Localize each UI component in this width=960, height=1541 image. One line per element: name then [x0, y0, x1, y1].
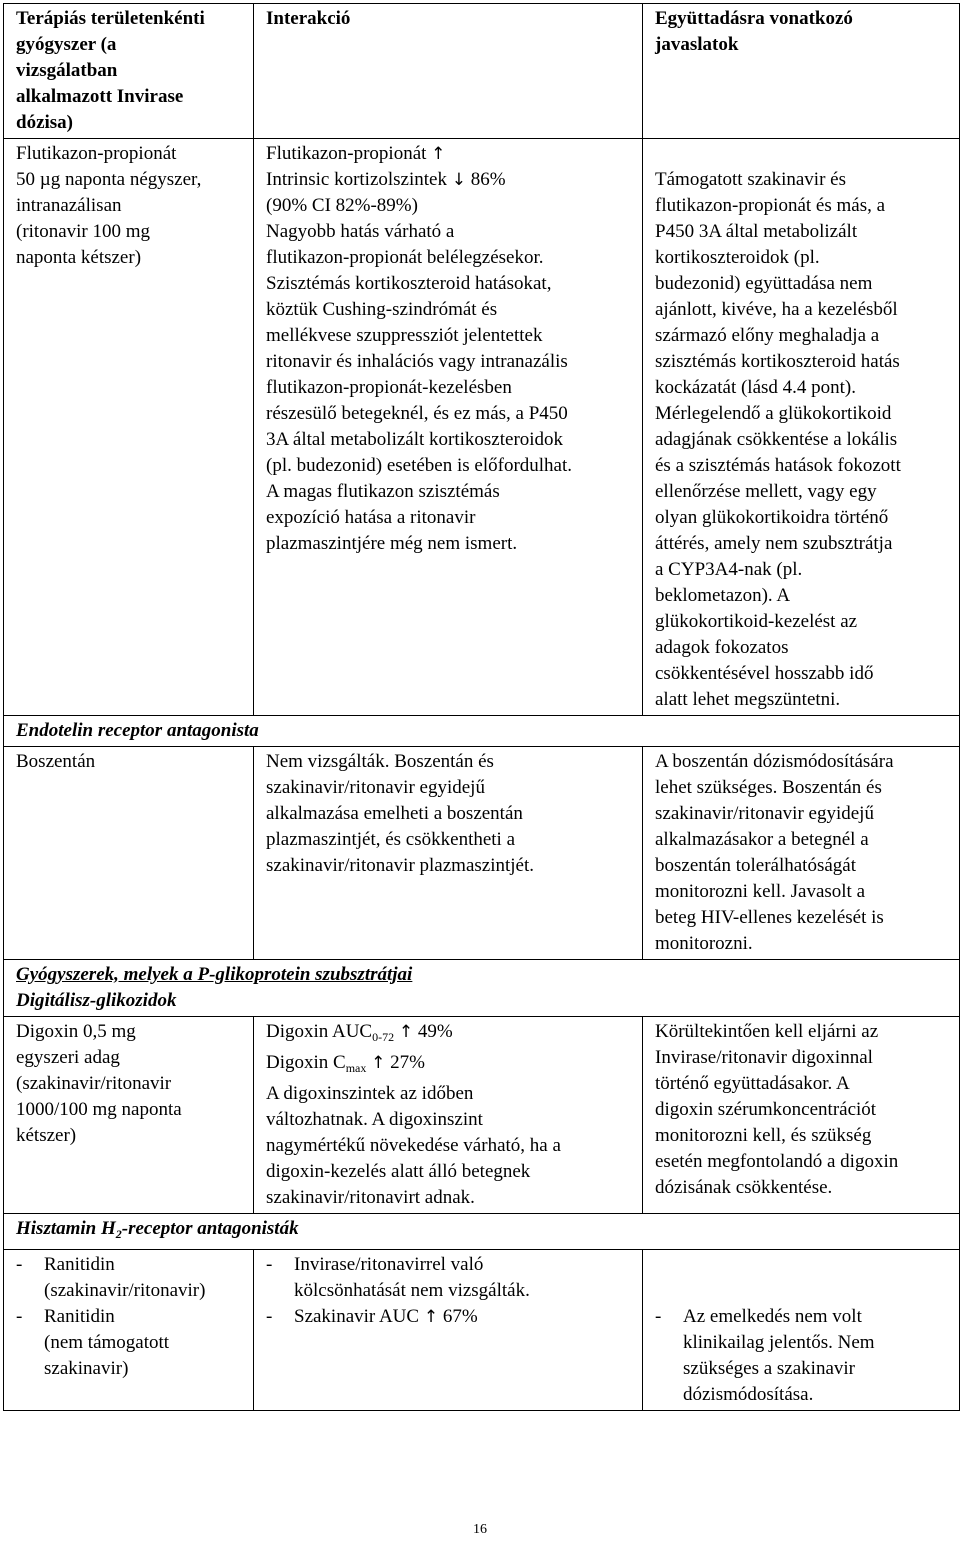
section-title: [16, 1216, 953, 1247]
interaction-line: expozíció hatása a ritonavir: [266, 507, 476, 528]
header-drug: [4, 4, 254, 139]
interaction-line: Nagyobb hatás várható a: [266, 221, 455, 242]
rec-line: esetén megfontolandó a digoxin: [655, 1151, 899, 1172]
drug-line: kétszer): [16, 1125, 77, 1146]
interaction-value: 86%: [470, 169, 506, 190]
rec-line: monitorozni.: [655, 933, 753, 954]
rec-line: adagjának csökkentése a lokális: [655, 429, 898, 450]
list-dash: -: [655, 1306, 662, 1327]
flutikazon-row: [4, 139, 960, 716]
pk-value: 27%: [390, 1052, 425, 1073]
drug-line: (ritonavir 100 mg: [16, 221, 151, 242]
rec-line: Invirase/ritonavir digoxinnal: [655, 1047, 873, 1068]
arrow-up-icon: ↑: [423, 1307, 439, 1327]
rec-line: monitorozni kell. Javasolt a: [655, 881, 866, 902]
rec-line: beklometazon). A: [655, 585, 791, 606]
section-title-subscript: 2: [115, 1227, 122, 1241]
interaction-line: (90% CI 82%-89%): [266, 195, 418, 216]
drug-line: 1000/100 mg naponta: [16, 1099, 182, 1120]
interaction-line: digoxin-kezelés alatt álló betegnek: [266, 1161, 531, 1182]
endotelin-section-row: [4, 716, 960, 747]
boszentan-drug: [4, 747, 254, 960]
rec-line: szükséges a szakinavir: [683, 1358, 855, 1379]
interaction-line: plazmaszintjét, és csökkentheti a: [266, 829, 516, 850]
interaction-line: alkalmazása emelheti a boszentán: [266, 803, 523, 824]
pk-value: 49%: [417, 1021, 453, 1042]
ranitidin-interaction: [254, 1250, 643, 1411]
rec-line: szisztémás kortikoszteroid hatás: [655, 351, 900, 372]
pk-subscript: max: [345, 1061, 367, 1075]
drug-line: szakinavir): [44, 1358, 129, 1379]
header-rec-line: Együttadásra vonatkozó: [655, 8, 853, 29]
rec-line: A boszentán dózismódosítására: [655, 751, 894, 772]
rec-line: ajánlott, kivéve, ha a kezelésből: [655, 299, 898, 320]
interaction-line: ritonavir és inhalációs vagy intranazális: [266, 351, 568, 372]
pgp-section-heading: [4, 960, 960, 1017]
pk-label: Digoxin C: [266, 1052, 346, 1073]
interaction-line: köztük Cushing-szindrómát és: [266, 299, 498, 320]
subsection-title: Digitálisz-glikozidok: [16, 990, 177, 1011]
list-dash: -: [266, 1306, 273, 1327]
rec-line: és a szisztémás hatások fokozott: [655, 455, 901, 476]
interaction-line: részesülő betegeknél, és ez más, a P450: [266, 403, 568, 424]
list-dash: -: [16, 1306, 23, 1327]
section-title-part: Hisztamin H: [16, 1218, 116, 1239]
rec-line: monitorozni kell, és szükség: [655, 1125, 872, 1146]
digoxin-recommendation: [643, 1017, 960, 1214]
rec-line: P450 3A által metabolizált: [655, 221, 858, 242]
drug-line: [16, 1304, 247, 1330]
header-rec-line: javaslatok: [655, 34, 739, 55]
section-title: Endotelin receptor antagonista: [16, 720, 259, 741]
drug-line: Digoxin 0,5 mg: [16, 1021, 136, 1042]
interaction-table: [3, 3, 960, 1411]
rec-line: csökkentésével hosszabb idő: [655, 663, 874, 684]
pk-label: Digoxin AUC: [266, 1021, 373, 1042]
rec-line: kockázatát (lásd 4.4 pont).: [655, 377, 857, 398]
interaction-line: [266, 141, 636, 167]
drug-line: intranazálisan: [16, 195, 122, 216]
interaction-line: A magas flutikazon szisztémás: [266, 481, 500, 502]
ranitidin-drug: [4, 1250, 254, 1411]
header-row: [4, 4, 960, 139]
rec-line: glükokortikoid-kezelést az: [655, 611, 858, 632]
flutikazon-recommendation: [643, 139, 960, 716]
header-interaction: [254, 4, 643, 139]
rec-text: Az emelkedés nem volt: [683, 1306, 862, 1327]
rec-line: alatt lehet megszüntetni.: [655, 689, 841, 710]
interaction-line: Szisztémás kortikoszteroid hatásokat,: [266, 273, 552, 294]
list-dash: -: [16, 1254, 23, 1275]
drug-line: (nem támogatott: [44, 1332, 170, 1353]
drug-line: [16, 1252, 247, 1278]
rec-line: szakinavir/ritonavir egyidejű: [655, 803, 874, 824]
interaction-text: Flutikazon-propionát: [266, 143, 427, 164]
rec-line: ellenőrzése mellett, vagy egy: [655, 481, 877, 502]
header-drug-line: alkalmazott Invirase: [16, 86, 184, 107]
rec-line: [655, 1304, 953, 1330]
header-drug-line: vizsgálatban: [16, 60, 118, 81]
interaction-line: Nem vizsgálták. Boszentán és: [266, 751, 494, 772]
arrow-up-icon: ↑: [371, 1053, 386, 1073]
interaction-line: [266, 167, 636, 193]
digoxin-row: [4, 1017, 960, 1214]
interaction-line: [266, 1019, 636, 1050]
section-title: Gyógyszerek, melyek a P-glikoprotein szubsztrátjai: [16, 964, 413, 985]
header-interaction-text: Interakció: [266, 8, 351, 29]
drug-line: naponta kétszer): [16, 247, 142, 268]
rec-line: lehet szükséges. Boszentán és: [655, 777, 882, 798]
drug-text: Ranitidin: [44, 1254, 115, 1275]
drug-line: Boszentán: [16, 751, 96, 772]
ranitidin-recommendation: [643, 1250, 960, 1411]
interaction-line: flutikazon-propionát-kezelésben: [266, 377, 512, 398]
rec-line: Mérlegelendő a glükokortikoid: [655, 403, 892, 424]
page-number: 16: [473, 1522, 487, 1537]
rec-line: alkalmazásakor a betegnél a: [655, 829, 869, 850]
interaction-line: (pl. budezonid) esetében is előfordulhat.: [266, 455, 573, 476]
drug-line: Flutikazon-propionát: [16, 143, 177, 164]
rec-line: olyan glükokortikoidra történő: [655, 507, 889, 528]
boszentan-recommendation: [643, 747, 960, 960]
interaction-line: szakinavir/ritonavir plazmaszintjét.: [266, 855, 535, 876]
interaction-line: [266, 1252, 636, 1278]
digoxin-interaction: [254, 1017, 643, 1214]
rec-line: flutikazon-propionát és más, a: [655, 195, 886, 216]
pk-value: 67%: [442, 1306, 478, 1327]
arrow-up-icon: ↑: [398, 1022, 414, 1042]
pk-subscript: 0-72: [372, 1030, 395, 1044]
interaction-line: [266, 1050, 636, 1081]
rec-line: beteg HIV-ellenes kezelését is: [655, 907, 884, 928]
list-dash: -: [266, 1254, 273, 1275]
pgp-section-row: [4, 960, 960, 1017]
rec-line: Támogatott szakinavir és: [655, 169, 846, 190]
ranitidin-row: [4, 1250, 960, 1411]
pk-label: Szakinavir AUC: [294, 1306, 420, 1327]
interaction-line: plazmaszintjére még nem ismert.: [266, 533, 518, 554]
header-recommendation: [643, 4, 960, 139]
section-title-part: -receptor antagonisták: [121, 1218, 299, 1239]
arrow-up-icon: ↑: [431, 144, 446, 164]
rec-line: klinikailag jelentős. Nem: [683, 1332, 875, 1353]
boszentan-row: [4, 747, 960, 960]
drug-text: Ranitidin: [44, 1306, 115, 1327]
drug-line: (szakinavir/ritonavir): [44, 1280, 206, 1301]
interaction-line: mellékvese szuppressziót jelentettek: [266, 325, 543, 346]
rec-line: boszentán tolerálhatóságát: [655, 855, 857, 876]
header-drug-line: gyógyszer (a: [16, 34, 117, 55]
rec-line: Körültekintően kell eljárni az: [655, 1021, 879, 1042]
interaction-line: 3A által metabolizált kortikoszteroidok: [266, 429, 564, 450]
rec-line: a CYP3A4-nak (pl.: [655, 559, 803, 580]
interaction-line: kölcsönhatását nem vizsgálták.: [294, 1280, 530, 1301]
drug-line: (szakinavir/ritonavir: [16, 1073, 172, 1094]
interaction-line: A digoxinszintek az időben: [266, 1083, 474, 1104]
endotelin-section-heading: [4, 716, 960, 747]
interaction-text: Invirase/ritonavirrel való: [294, 1254, 484, 1275]
digoxin-drug: [4, 1017, 254, 1214]
flutikazon-drug: [4, 139, 254, 716]
rec-line: digoxin szérumkoncentrációt: [655, 1099, 877, 1120]
interaction-line: nagymértékű növekedése várható, ha a: [266, 1135, 561, 1156]
rec-line: budezonid) együttadása nem: [655, 273, 873, 294]
flutikazon-interaction: [254, 139, 643, 716]
arrow-down-icon: ↓: [451, 170, 466, 190]
rec-line: származó előny meghaladja a: [655, 325, 880, 346]
boszentan-interaction: [254, 747, 643, 960]
interaction-line: szakinavir/ritonavirt adnak.: [266, 1187, 475, 1208]
rec-line: adagok fokozatos: [655, 637, 789, 658]
interaction-line: változhatnak. A digoxinszint: [266, 1109, 483, 1130]
drug-line: 50 µg naponta négyszer,: [16, 169, 202, 190]
rec-line: történő együttadásakor. A: [655, 1073, 850, 1094]
rec-line: áttérés, amely nem szubsztrátja: [655, 533, 893, 554]
drug-line: egyszeri adag: [16, 1047, 120, 1068]
header-drug-line: Terápiás területenkénti: [16, 8, 205, 29]
interaction-line: [266, 1304, 636, 1330]
interaction-text: Intrinsic kortizolszintek: [266, 169, 447, 190]
rec-line: dózisának csökkentése.: [655, 1177, 833, 1198]
rec-line: kortikoszteroidok (pl.: [655, 247, 820, 268]
interaction-line: flutikazon-propionát belélegzésekor.: [266, 247, 544, 268]
header-drug-line: dózisa): [16, 112, 73, 133]
h2-section-row: [4, 1214, 960, 1250]
rec-line: dózismódosítása.: [683, 1384, 814, 1405]
h2-section-heading: [4, 1214, 960, 1250]
interaction-line: szakinavir/ritonavir egyidejű: [266, 777, 485, 798]
